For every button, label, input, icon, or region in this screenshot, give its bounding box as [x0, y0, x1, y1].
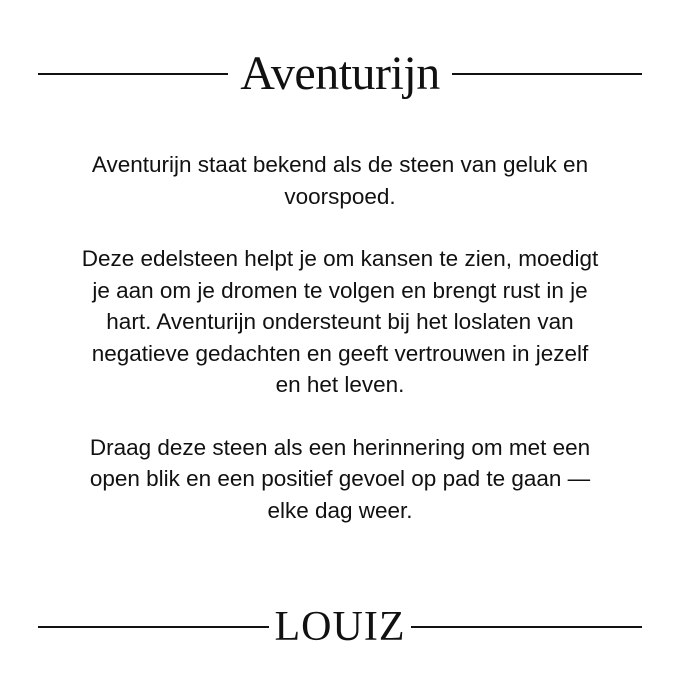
paragraph-line: elke dag weer.: [267, 497, 413, 523]
paragraph-line: Deze edelsteen helpt je om kansen te zien, moedigt: [81, 246, 599, 271]
title-rule-left: [38, 73, 228, 75]
paragraph-line: en het leven.: [275, 372, 405, 397]
paragraph-line: voorspoed.: [284, 183, 396, 209]
page-title: Aventurijn: [240, 47, 440, 100]
title-header: [38, 44, 642, 104]
brand-logo: LOUIZ: [274, 604, 406, 650]
benefits-paragraph: [30, 243, 650, 401]
paragraph-line: open blik en een positief gevoel op pad te gaan —: [89, 466, 591, 491]
footer-rule-left: [38, 626, 269, 628]
paragraph-line: hart. Aventurijn ondersteunt bij het loslaten van: [106, 309, 574, 334]
paragraph-line: Draag deze steen als een herinnering om met een: [89, 434, 591, 460]
description-body: [30, 149, 650, 526]
paragraph-line: je aan om je dromen te volgen en brengt rust in je: [92, 277, 588, 303]
title-rule-right: [452, 73, 642, 75]
intro-paragraph: [30, 149, 650, 212]
brand-footer: [38, 602, 642, 652]
paragraph-line: Aventurijn staat bekend als de steen van geluk en: [91, 152, 589, 177]
footer-rule-right: [411, 626, 642, 628]
paragraph-line: negatieve gedachten en geeft vertrouwen in jezelf: [91, 340, 589, 366]
closing-paragraph: [30, 432, 650, 527]
